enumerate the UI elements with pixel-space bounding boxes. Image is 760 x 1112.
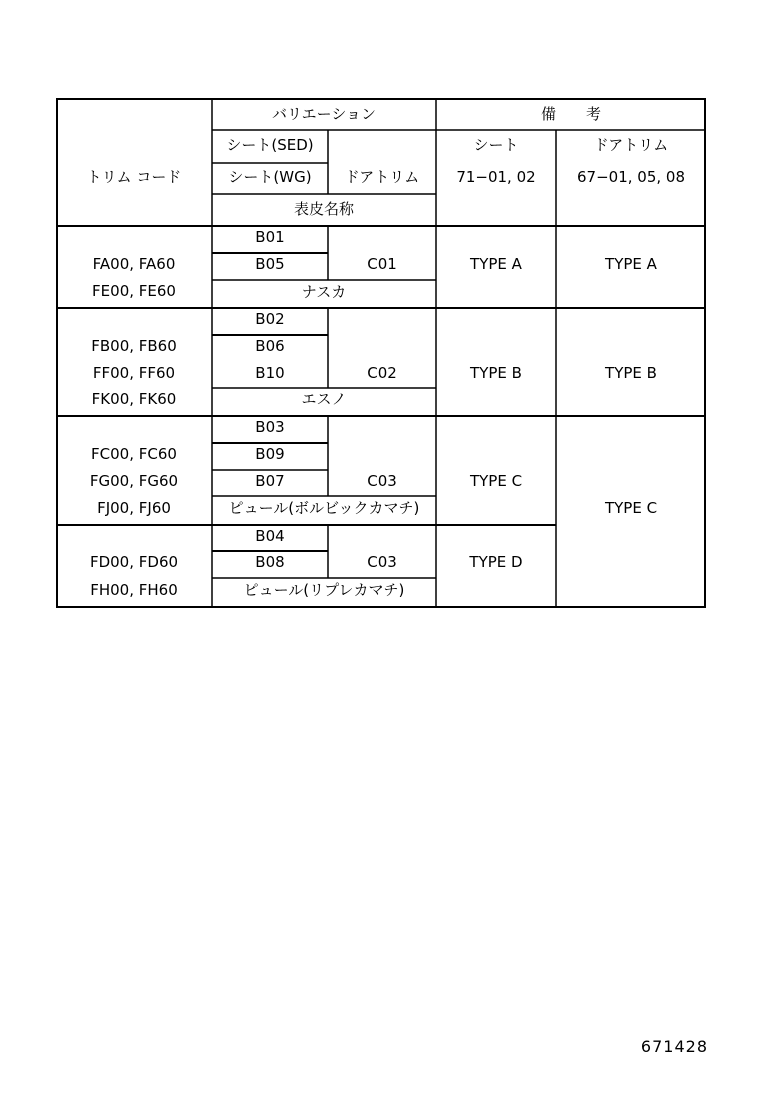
trim-code: FA00, FA60 [92,255,176,273]
seat-code: B10 [255,364,285,382]
trim-code: FK00, FK60 [91,390,177,408]
seat-code: B03 [255,418,285,436]
seat-code: B07 [255,472,285,490]
header-seat-sed: シート(SED) [226,136,314,154]
seat-code: B04 [255,527,285,545]
trim-code: FH00, FH60 [90,581,178,599]
trim-code-table [56,98,706,608]
seat-code: B05 [255,255,285,273]
trim-code: FJ00, FJ60 [97,499,171,517]
door-type: TYPE B [605,364,657,382]
seat-code: B09 [255,445,285,463]
fabric-name: ピュール(ボルビックカマチ) [228,499,420,517]
seat-code: B02 [255,310,285,328]
header-fabric-name: 表皮名称 [293,200,355,218]
header-remarks-door-ref: 67−01, 05, 08 [577,168,685,186]
seat-code: B01 [255,228,285,246]
seat-type: TYPE B [470,364,522,382]
door-type: TYPE A [605,255,657,273]
header-remarks-seat-ref: 71−01, 02 [456,168,536,186]
trim-code: FG00, FG60 [89,472,179,490]
trim-code: FE00, FE60 [92,282,176,300]
seat-type: TYPE A [470,255,522,273]
trim-code: FF00, FF60 [92,364,176,382]
header-remarks: 備 考 [540,105,602,123]
header-remarks-door: ドアトリム [593,136,669,154]
seat-code: B06 [255,337,285,355]
header-seat-wg: シート(WG) [228,168,312,186]
header-trim-code: トリム コード [86,168,182,186]
door-trim-code: C02 [367,364,397,382]
fabric-name: ナスカ [301,283,347,301]
door-trim-code: C03 [367,553,397,571]
header-door-trim: ドアトリム [344,168,420,186]
seat-type: TYPE C [469,472,523,490]
trim-code: FB00, FB60 [91,337,177,355]
fabric-name: エスノ [301,390,347,408]
seat-type: TYPE D [469,553,523,571]
trim-code: FC00, FC60 [91,445,177,463]
header-variation: バリエーション [271,105,377,123]
door-type: TYPE C [604,499,658,517]
door-trim-code: C01 [367,255,397,273]
document-number: 671428 [640,1037,708,1056]
header-remarks-seat: シート [473,136,519,154]
door-trim-code: C03 [367,472,397,490]
seat-code: B08 [255,553,285,571]
trim-code: FD00, FD60 [89,553,179,571]
fabric-name: ピュール(リプレカマチ) [243,581,405,599]
